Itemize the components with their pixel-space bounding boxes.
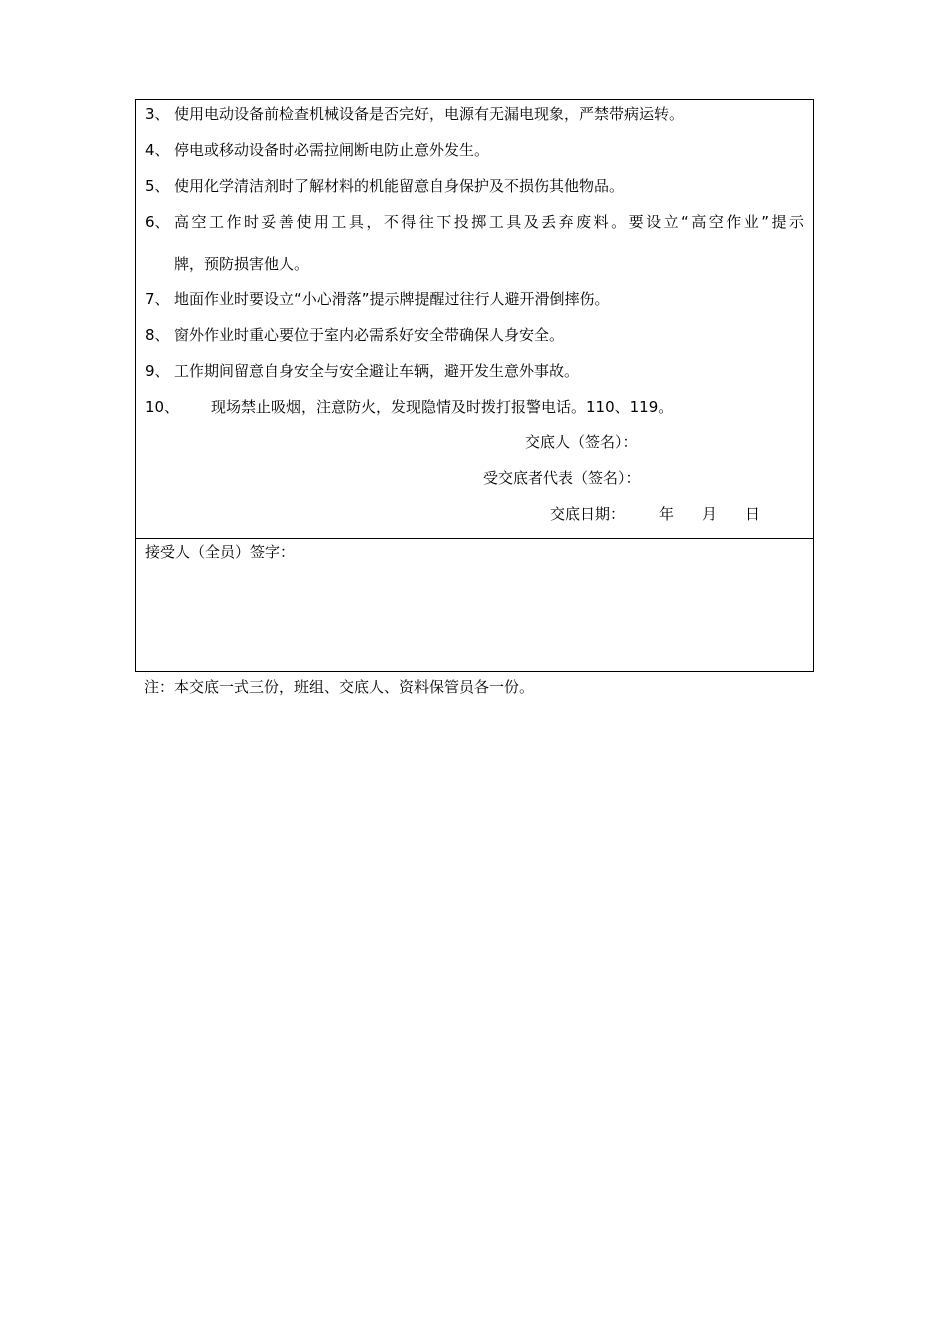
date-month-label: 月 bbox=[702, 505, 718, 523]
list-item: 4、 停电或移动设备时必需拉闸断电防止意外发生。 bbox=[145, 141, 490, 159]
receivers-signature-cell bbox=[136, 539, 813, 671]
list-item-continuation: 牌，预防损害他人。 bbox=[174, 255, 310, 273]
list-item: 5、 使用化学清洁剂时了解材料的机能留意自身保护及不损伤其他物品。 bbox=[145, 177, 625, 195]
date-year-label: 年 bbox=[659, 505, 675, 523]
list-item: 6、 高空工作时妥善使用工具，不得往下投掷工具及丢弃废料。要设立“高空作业”提示 bbox=[145, 213, 804, 231]
safety-items-cell bbox=[136, 100, 813, 539]
list-item: 10、 现场禁止吸烟，注意防火，发现隐情及时拨打报警电话。110、119。 bbox=[145, 398, 674, 416]
list-item: 3、 使用电动设备前检查机械设备是否完好，电源有无漏电现象，严禁带病运转。 bbox=[145, 105, 685, 123]
disclosure-date bbox=[550, 504, 760, 524]
recipient-rep-signature-label: 受交底者代表（签名）： bbox=[483, 469, 641, 487]
discloser-signature-label: 交底人（签名）： bbox=[525, 433, 638, 451]
list-item: 8、 窗外作业时重心要位于室内必需系好安全带确保人身安全。 bbox=[145, 326, 565, 344]
list-item: 9、 工作期间留意自身安全与安全避让车辆，避开发生意外事故。 bbox=[145, 362, 580, 380]
date-day-label: 日 bbox=[745, 505, 761, 523]
receivers-signature-label: 接受人（全员）签字： bbox=[145, 543, 296, 561]
disclosure-table bbox=[135, 99, 814, 672]
date-label: 交底日期： bbox=[550, 505, 626, 523]
footnote: 注：本交底一式三份，班组、交底人、资料保管员各一份。 bbox=[144, 678, 535, 696]
list-item: 7、 地面作业时要设立“小心滑落”提示牌提醒过往行人避开滑倒摔伤。 bbox=[145, 290, 610, 308]
